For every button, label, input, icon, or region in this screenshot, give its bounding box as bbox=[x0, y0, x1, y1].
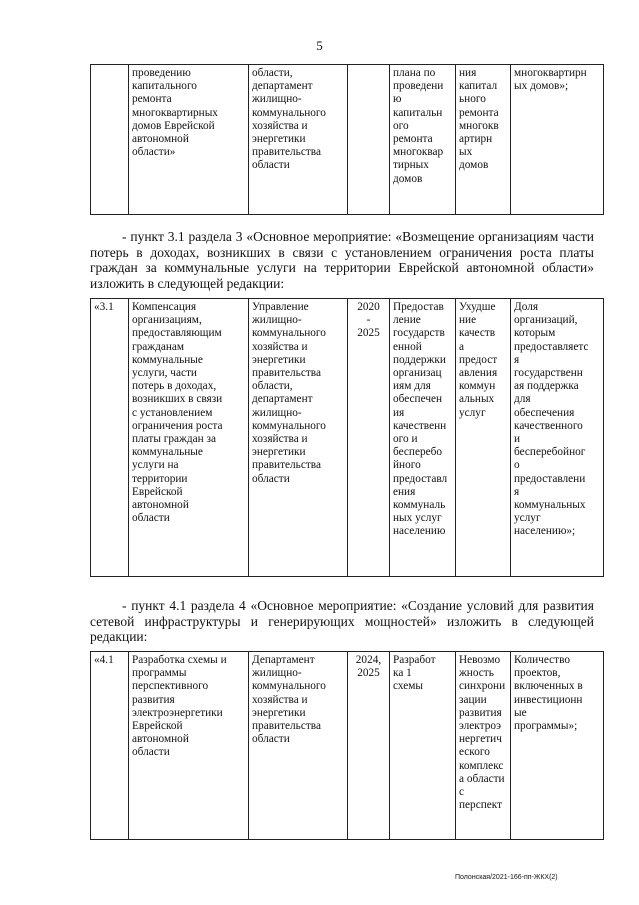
table-cell: Доля организаций, которым предоставляетс я государственн ая поддержка для обеспечения качественного и бесперебойног о предоставлени я коммунальных услуг населению»; bbox=[511, 299, 604, 577]
table-cell: области, департамент жилищно- коммунального хозяйства и энергетики правительства области bbox=[249, 65, 348, 215]
table-cell: Предостав ление государств енной поддержки организац иям для обеспечен ия качественн ого и бесперебо йного предоставл ения коммуналь ных услуг населению bbox=[390, 299, 456, 577]
table-row bbox=[91, 299, 604, 577]
table-cell: «3.1 bbox=[91, 299, 129, 577]
table-row bbox=[91, 652, 604, 840]
table-cell: 2024, 2025 bbox=[348, 652, 390, 840]
table-cell: Департамент жилищно- коммунального хозяйства и энергетики правительства области bbox=[249, 652, 348, 840]
table-cell: «4.1 bbox=[91, 652, 129, 840]
table-cell: Компенсация организациям, предоставляющим гражданам коммунальные услуги, части потерь в доходах, возникших в связи с установлением ограничения роста платы граждан за коммунальные услуги на территории Еврейской автономной области bbox=[129, 299, 249, 577]
table-cell bbox=[91, 65, 129, 215]
table-item-3-1 bbox=[90, 298, 604, 577]
table-cell: ния капитал ьного ремонта многокв артирн ых домов bbox=[456, 65, 511, 215]
table-cell: Управление жилищно- коммунального хозяйства и энергетики правительства области, департамент жилищно- коммунального хозяйства и энергетики правительства области bbox=[249, 299, 348, 577]
table-cell: плана по проведени ю капитальн ого ремонта многоквар тирных домов bbox=[390, 65, 456, 215]
footer-reference: Полонская/2021-166-пп-ЖКХ(2) bbox=[455, 874, 558, 881]
table-item-4-1 bbox=[90, 651, 604, 840]
page-number: 5 bbox=[316, 38, 323, 53]
table-cell: 2020 - 2025 bbox=[348, 299, 390, 577]
table-cell: многоквартирн ых домов»; bbox=[511, 65, 604, 215]
table-cell: Невозмо жность синхрони зации развития электроэ нергетич еского комплекс а области с перспект bbox=[456, 652, 511, 840]
table-row bbox=[91, 65, 604, 215]
table-cell: Разработ ка 1 схемы bbox=[390, 652, 456, 840]
table-cell: проведению капитального ремонта многоквартирных домов Еврейской автономной области» bbox=[129, 65, 249, 215]
table-cell: Разработка схемы и программы перспективного развития электроэнергетики Еврейской автономной области bbox=[129, 652, 249, 840]
table-cell bbox=[348, 65, 390, 215]
paragraph-3-1: - пункт 3.1 раздела 3 «Основное мероприятие: «Возмещение организациям части потерь в доходах, возникших в связи с установлением ограничения роста платы граждан за коммунальные услуги на территории Еврейской автономной области» изложить в следующей редакции: bbox=[90, 229, 594, 291]
paragraph-4-1: - пункт 4.1 раздела 4 «Основное мероприятие: «Создание условий для развития сетевой инфраструктуры и генерирующих мощностей» изложить в следующей редакции: bbox=[90, 598, 594, 644]
table-cell: Количество проектов, включенных в инвестиционн ые программы»; bbox=[511, 652, 604, 840]
table-cell: Ухудше ние качеств а предост авления коммун альных услуг bbox=[456, 299, 511, 577]
table-continuation bbox=[90, 64, 604, 215]
